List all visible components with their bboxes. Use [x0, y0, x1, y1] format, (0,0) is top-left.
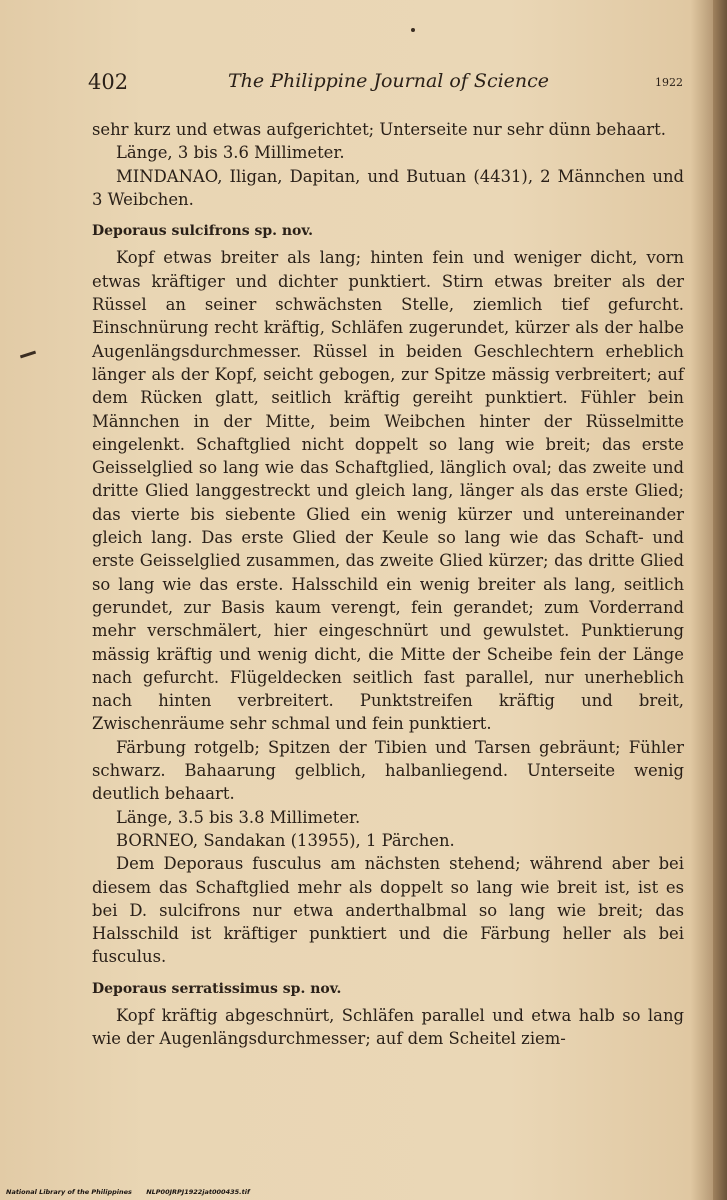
book-spine-edge — [713, 0, 727, 1200]
paragraph: Länge, 3 bis 3.6 Millimeter. — [116, 143, 345, 163]
running-header — [88, 70, 683, 100]
species-heading: Deporaus serratissimus sp. nov. — [92, 980, 342, 997]
margin-pencil-mark — [20, 351, 36, 359]
paragraph: sehr kurz und etwas aufgerichtet; Unterseite nur sehr dünn behaart. — [92, 120, 666, 139]
journal-title: The Philippine Journal of Science — [228, 70, 550, 92]
species-heading: Deporaus sulcifrons sp. nov. — [92, 223, 313, 240]
file-identifier: NLP00JRPJ1922jat000435.tif — [146, 1188, 250, 1196]
paragraph: Kopf etwas breiter als lang; hinten fein und weniger dicht, vorn etwas kräftiger und dichter punktiert. Stirn etwas breiter als der Rüssel an seiner schwächsten Stelle, ziemlich tief gefurcht. Einschnürung recht kräftig, Schläfen zugerundet, kürzer als der halbe Augenlängsdurchmesser. Rüssel in beiden Geschlechtern erheblich länger als der Kopf, seicht gebogen, zur Spitze mässig verbreitert; auf dem Rücken glatt, seitlich kräftig gereiht punktiert. Fühler bein Männchen in der Mitte, beim Weibchen hinter der Rüsselmitte eingelenkt. Schaftglied nicht doppelt so lang wie breit; das erste Geisselglied so lang wie das Schaftglied, länglich oval; das zweite und dritte Glied langgestreckt und gleich lang, länger als das erste Glied; das vierte bis siebente Glied ein wenig kürzer und untereinander gleich lang. Das erste Glied der Keule so lang wie das Schaft- und erste Geisselglied zusammen, das zweite Glied kürzer; das dritte Glied so lang wie das erste. Halsschild ein wenig breiter als lang, seitlich gerundet, zur Basis kaum verengt, fein gerandet; zum Vorderrand mehr verschmälert, hier eingeschnürt und gewulstet. Punktierung mässig kräftig und wenig dicht, die Mitte der Scheibe fein der Länge nach gefurcht. Flügeldecken seitlich fast parallel, nur unerheblich nach hinten verbreitert. Punktstreifen kräftig und breit, Zwischenräume sehr schmal und fein punktiert. — [92, 248, 684, 734]
paragraph: MINDANAO, Iligan, Dapitan, und Butuan (4431), 2 Männchen und 3 Weibchen. — [92, 166, 684, 209]
ink-speck — [411, 28, 415, 32]
page-number: 402 — [88, 70, 129, 94]
paragraph: Dem Deporaus fusculus am nächsten stehend; während aber bei diesem das Schaftglied mehr als doppelt so lang wie breit ist, ist es bei D. sulcifrons nur etwa anderthalbmal so lang wie breit; das Halsschild ist kräftiger punktiert und die Färbung heller als bei fusculus. — [92, 854, 684, 967]
paragraph: Länge, 3.5 bis 3.8 Millimeter. — [116, 807, 361, 827]
publication-year: 1922 — [655, 76, 683, 89]
paragraph: Kopf kräftig abgeschnürt, Schläfen parallel und etwa halb so lang wie der Augenlängsdurchmesser; auf dem Scheitel ziem- — [92, 1005, 684, 1049]
scan-footer — [6, 1188, 566, 1196]
paragraph: BORNEO, Sandakan (13955), 1 Pärchen. — [116, 830, 455, 850]
library-credit: National Library of the Philippines — [6, 1188, 132, 1196]
page-body — [92, 118, 684, 1051]
paragraph: Färbung rotgelb; Spitzen der Tibien und Tarsen gebräunt; Fühler schwarz. Bahaarung gelblich, halbanliegend. Unterseite wenig deutlich behaart. — [92, 737, 684, 804]
